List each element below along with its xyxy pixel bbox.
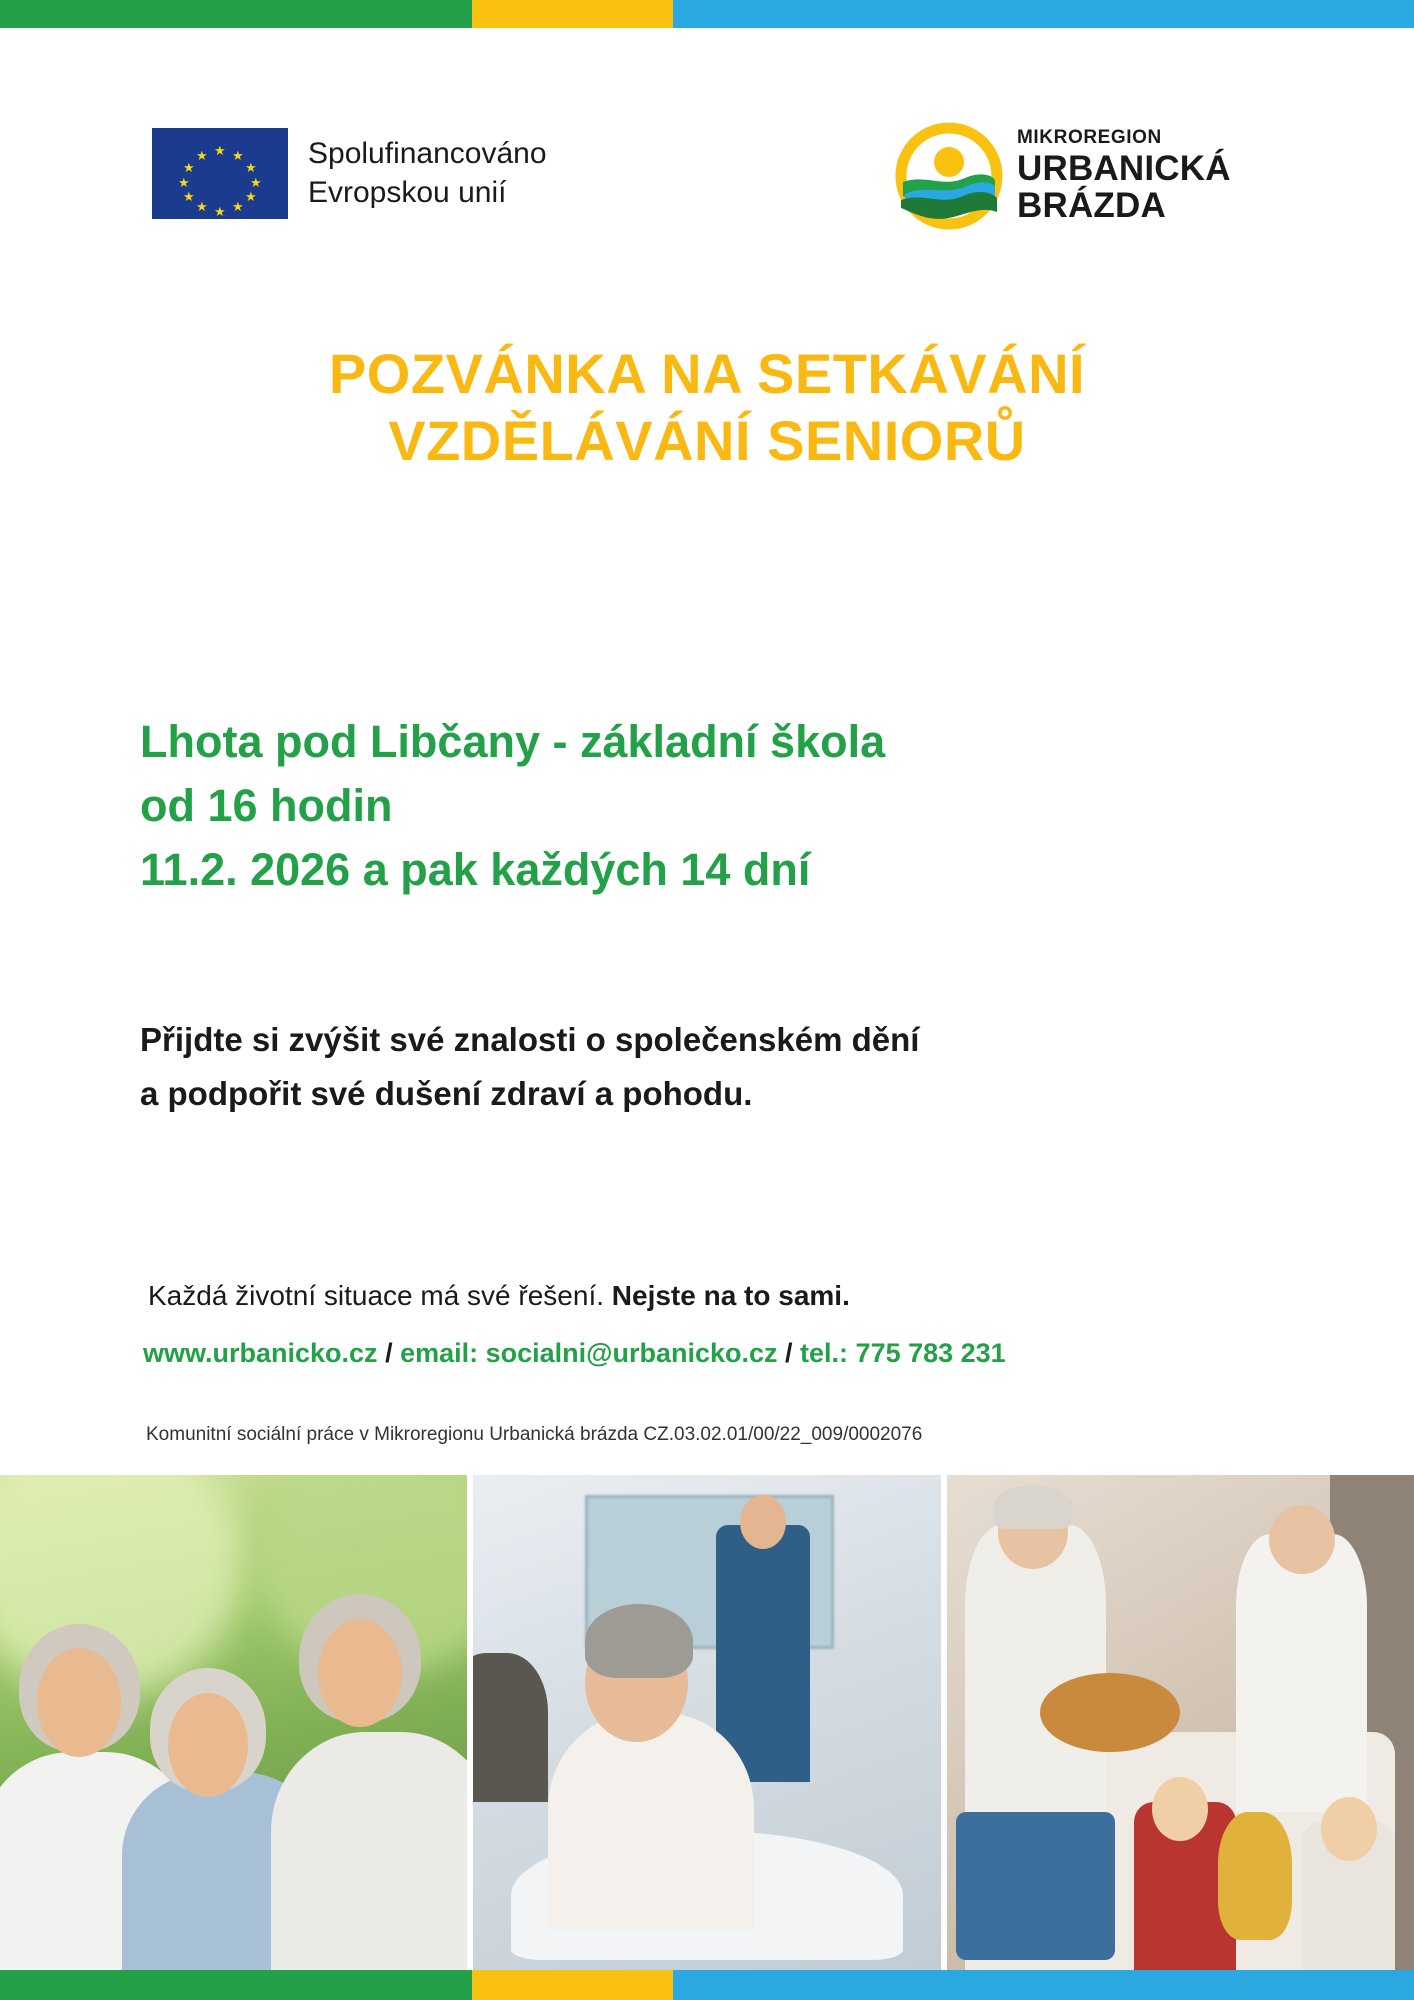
description-line2: a podpořit své dušení zdraví a pohodu.	[140, 1074, 753, 1112]
eu-flag-icon: ★ ★ ★ ★ ★ ★ ★ ★ ★ ★ ★ ★	[152, 128, 288, 219]
microregion-logo	[895, 122, 1231, 230]
microregion-label-small: MIKROREGION	[1017, 127, 1162, 149]
description-line1: Přijdte si zvýšit své znalosti o společenském dění	[140, 1021, 920, 1058]
eu-cofunding-logo	[152, 128, 547, 219]
color-bar-yellow	[472, 0, 673, 28]
photo-family-sofa	[947, 1475, 1414, 1970]
tagline	[148, 1280, 850, 1312]
event-time: od 16 hodin	[140, 779, 393, 831]
microregion-mark-icon	[895, 122, 1003, 230]
microregion-wordmark	[1017, 127, 1231, 225]
eu-text-line2: Evropskou unií	[308, 175, 507, 209]
headline-line2: VZDĚLÁVÁNÍ SENIORŮ	[388, 409, 1026, 473]
microregion-label-line2: BRÁZDA	[1017, 186, 1166, 225]
poster-headline	[0, 340, 1414, 474]
contact-website[interactable]: www.urbanicko.cz	[143, 1338, 378, 1368]
top-color-bar	[0, 0, 1414, 28]
photo-seniors-outdoors	[0, 1475, 467, 1970]
event-details	[140, 710, 885, 902]
contact-email[interactable]: email: socialni@urbanicko.cz	[400, 1338, 778, 1368]
logo-row	[0, 118, 1414, 243]
eu-cofunding-text	[308, 135, 547, 212]
bottom-color-bar	[0, 1970, 1414, 2000]
contact-line	[143, 1338, 1006, 1369]
photo-strip	[0, 1475, 1414, 1970]
photo-classroom-workshop	[473, 1475, 940, 1970]
bottom-color-bar-yellow	[472, 1970, 673, 2000]
color-bar-green	[0, 0, 472, 28]
project-reference: Komunitní sociální práce v Mikroregionu Urbanická brázda CZ.03.02.01/00/22_009/0002076	[146, 1424, 923, 1445]
event-date: 11.2. 2026 a pak každých 14 dní	[140, 843, 811, 895]
event-description	[140, 1013, 919, 1121]
event-location: Lhota pod Libčany - základní škola	[140, 716, 886, 767]
contact-phone: tel.: 775 783 231	[800, 1338, 1006, 1368]
microregion-label-line1: URBANICKÁ	[1017, 149, 1231, 189]
bottom-color-bar-green	[0, 1970, 472, 2000]
color-bar-blue	[673, 0, 1414, 28]
tagline-normal: Každá životní situace má své řešení.	[148, 1280, 612, 1311]
contact-separator-1: /	[377, 1338, 401, 1368]
contact-separator-2: /	[777, 1338, 801, 1368]
headline-line1: POZVÁNKA NA SETKÁVÁNÍ	[328, 342, 1086, 405]
bottom-color-bar-blue	[673, 1970, 1414, 2000]
tagline-bold: Nejste na to sami.	[611, 1280, 850, 1311]
eu-text-line1: Spolufinancováno	[308, 137, 547, 171]
